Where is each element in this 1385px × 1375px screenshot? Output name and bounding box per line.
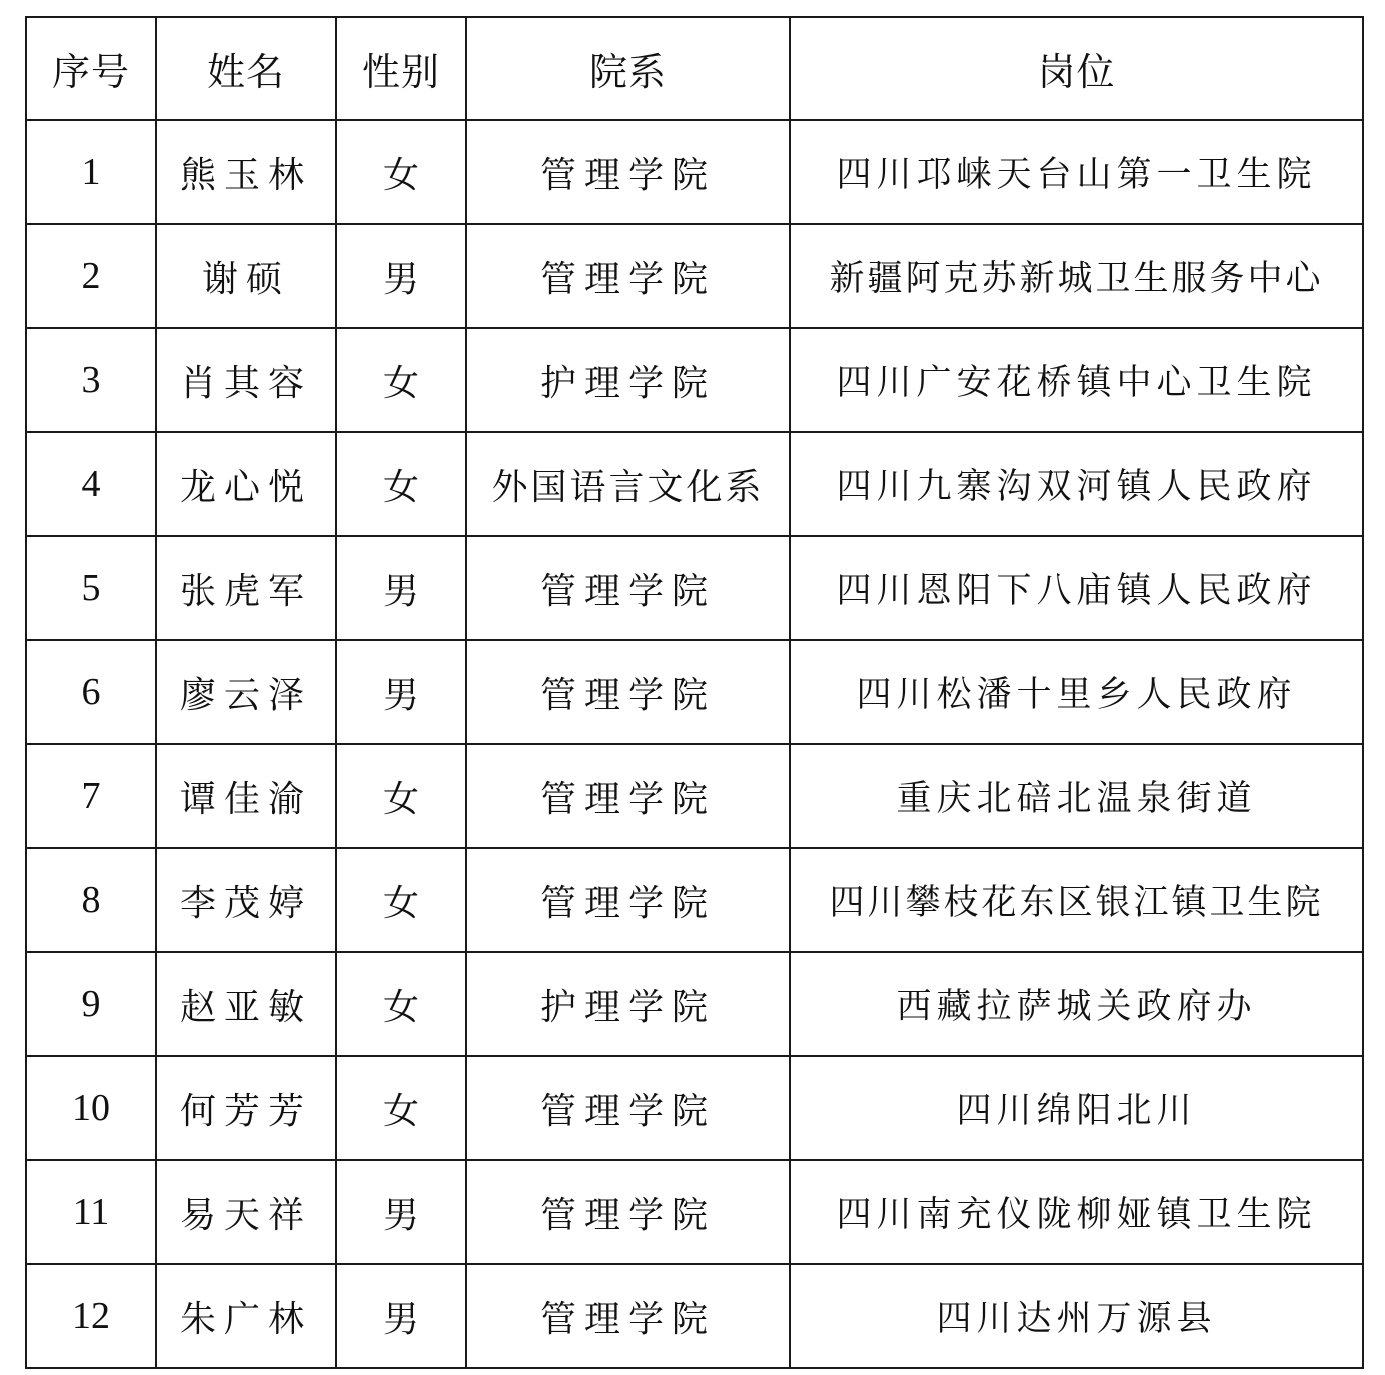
cell-gender: 男 (336, 224, 466, 328)
cell-index: 5 (26, 536, 156, 640)
table-row (26, 224, 1363, 328)
cell-position: 四川邛崃天台山第一卫生院 (790, 120, 1363, 224)
cell-gender: 男 (336, 1160, 466, 1264)
header-row (26, 17, 1363, 120)
cell-department: 管理学院 (466, 1056, 790, 1160)
table-row (26, 432, 1363, 536)
cell-index: 1 (26, 120, 156, 224)
header-gender: 性别 (336, 17, 466, 120)
cell-gender: 男 (336, 640, 466, 744)
cell-department: 管理学院 (466, 744, 790, 848)
cell-department: 管理学院 (466, 536, 790, 640)
cell-name: 李茂婷 (156, 848, 336, 952)
cell-gender: 男 (336, 536, 466, 640)
cell-name: 谢硕 (156, 224, 336, 328)
table-row (26, 328, 1363, 432)
table-row (26, 848, 1363, 952)
cell-gender: 男 (336, 1264, 466, 1368)
cell-department: 护理学院 (466, 328, 790, 432)
cell-name: 廖云泽 (156, 640, 336, 744)
header-position: 岗位 (790, 17, 1363, 120)
table-body (26, 120, 1363, 1368)
cell-name: 赵亚敏 (156, 952, 336, 1056)
header-department: 院系 (466, 17, 790, 120)
table-row (26, 1264, 1363, 1368)
cell-name: 易天祥 (156, 1160, 336, 1264)
cell-department: 管理学院 (466, 640, 790, 744)
cell-position: 四川攀枝花东区银江镇卫生院 (790, 848, 1363, 952)
cell-department: 管理学院 (466, 120, 790, 224)
cell-name: 谭佳渝 (156, 744, 336, 848)
table-header (26, 17, 1363, 120)
table-row (26, 952, 1363, 1056)
cell-index: 2 (26, 224, 156, 328)
cell-position: 四川绵阳北川 (790, 1056, 1363, 1160)
cell-index: 11 (26, 1160, 156, 1264)
cell-index: 6 (26, 640, 156, 744)
cell-position: 四川广安花桥镇中心卫生院 (790, 328, 1363, 432)
cell-index: 4 (26, 432, 156, 536)
cell-name: 朱广林 (156, 1264, 336, 1368)
cell-gender: 女 (336, 848, 466, 952)
cell-gender: 女 (336, 952, 466, 1056)
cell-position: 重庆北碚北温泉街道 (790, 744, 1363, 848)
cell-index: 7 (26, 744, 156, 848)
table-row (26, 1056, 1363, 1160)
cell-name: 张虎军 (156, 536, 336, 640)
table-row (26, 640, 1363, 744)
header-name: 姓名 (156, 17, 336, 120)
cell-position: 新疆阿克苏新城卫生服务中心 (790, 224, 1363, 328)
cell-name: 肖其容 (156, 328, 336, 432)
header-index: 序号 (26, 17, 156, 120)
cell-position: 四川九寨沟双河镇人民政府 (790, 432, 1363, 536)
cell-name: 龙心悦 (156, 432, 336, 536)
cell-position: 西藏拉萨城关政府办 (790, 952, 1363, 1056)
cell-gender: 女 (336, 432, 466, 536)
table-row (26, 1160, 1363, 1264)
cell-department: 管理学院 (466, 1264, 790, 1368)
cell-index: 3 (26, 328, 156, 432)
cell-index: 12 (26, 1264, 156, 1368)
cell-gender: 女 (336, 1056, 466, 1160)
cell-department: 管理学院 (466, 224, 790, 328)
table-row (26, 536, 1363, 640)
table-row (26, 120, 1363, 224)
cell-gender: 女 (336, 328, 466, 432)
table-row (26, 744, 1363, 848)
cell-position: 四川达州万源县 (790, 1264, 1363, 1368)
cell-department: 护理学院 (466, 952, 790, 1056)
cell-position: 四川松潘十里乡人民政府 (790, 640, 1363, 744)
roster-table (25, 16, 1364, 1369)
cell-index: 10 (26, 1056, 156, 1160)
cell-position: 四川恩阳下八庙镇人民政府 (790, 536, 1363, 640)
cell-index: 9 (26, 952, 156, 1056)
cell-name: 何芳芳 (156, 1056, 336, 1160)
cell-index: 8 (26, 848, 156, 952)
cell-department: 管理学院 (466, 848, 790, 952)
cell-department: 外国语言文化系 (466, 432, 790, 536)
cell-department: 管理学院 (466, 1160, 790, 1264)
cell-gender: 女 (336, 120, 466, 224)
cell-gender: 女 (336, 744, 466, 848)
cell-position: 四川南充仪陇柳娅镇卫生院 (790, 1160, 1363, 1264)
cell-name: 熊玉林 (156, 120, 336, 224)
